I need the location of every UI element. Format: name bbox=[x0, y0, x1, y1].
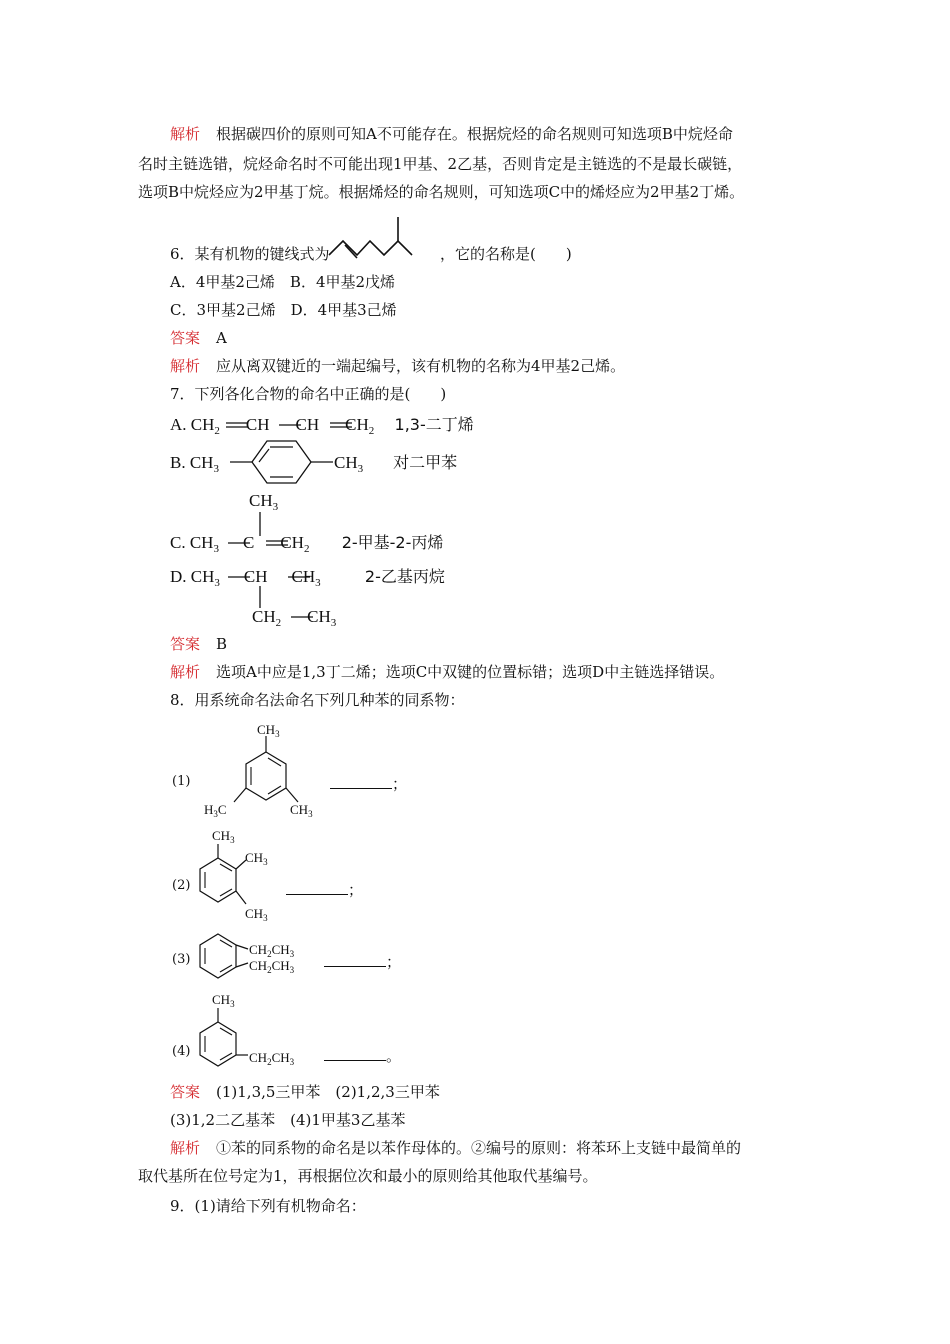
q8-4-end: 。 bbox=[386, 1047, 402, 1065]
q8-answer-line-1 bbox=[170, 1082, 440, 1102]
q7-answer-value: B bbox=[216, 635, 228, 653]
q7-option-d-formula: D. $CH_3$ CH $CH_3$ 2-乙基丙烷 bbox=[170, 567, 445, 589]
q8-analysis-label: 解析 bbox=[170, 1139, 201, 1157]
q8-3-answer-blank bbox=[324, 952, 401, 972]
q8-3-end: ； bbox=[386, 953, 402, 971]
q8-3-benzene-ring-icon bbox=[196, 930, 256, 990]
q8-4-ch3-top: $CH_3$ bbox=[212, 992, 235, 1009]
q6-stem-suffix: ，它的名称是( ) bbox=[440, 245, 572, 263]
q8-4-benzene-ring-icon bbox=[196, 1006, 256, 1076]
q7-option-d-branch-bond bbox=[291, 612, 321, 622]
q8-2-end: ； bbox=[348, 881, 364, 899]
q8-4-ethyl: $CH_2CH_3$ bbox=[249, 1050, 295, 1067]
q7-option-a-name: 1,3-二丁烯 bbox=[394, 415, 474, 434]
q5-analysis-line-2: 名时主链选错，烷烃命名时不可能出现1甲基、2乙基，否则肯定是主链选的不是最长碳链， bbox=[138, 155, 743, 173]
q5-analysis-label: 解析 bbox=[170, 125, 201, 143]
q6-analysis-label: 解析 bbox=[170, 357, 201, 375]
q7-option-c-ch3-top: $CH_3$ bbox=[249, 491, 279, 513]
q8-stem: 8．用系统命名法命名下列几种苯的同系物： bbox=[170, 691, 465, 709]
q6-skeletal-formula bbox=[329, 215, 429, 265]
benzene-ring-icon bbox=[230, 437, 350, 487]
q8-2-benzene-ring-icon bbox=[196, 842, 256, 912]
q5-analysis-line-1 bbox=[170, 124, 733, 144]
q7-stem: 7．下列各化合物的命名中正确的是( ) bbox=[170, 385, 447, 403]
q7-answer-label: 答案 bbox=[170, 635, 201, 653]
q7-option-d-branch: $CH_2$ $CH_3$ bbox=[252, 607, 337, 629]
q9-stem: 9．(1)请给下列有机物命名： bbox=[170, 1197, 366, 1215]
q8-2-label: (2) bbox=[172, 878, 191, 893]
q5-analysis-line-3: 选项B中烷烃应为2甲基丁烷。根据烯烃的命名规则，可知选项C中的烯烃应为2甲基2丁烯。 bbox=[138, 183, 745, 201]
q5-analysis-text-1: 根据碳四价的原则可知A不可能存在。根据烷烃的命名规则可知选项B中烷烃命 bbox=[216, 125, 733, 143]
q7-option-a-bonds bbox=[224, 420, 424, 430]
q8-1-answer-blank bbox=[330, 774, 407, 794]
q8-2-ch3-bot: $CH_3$ bbox=[245, 906, 268, 923]
q8-analysis-line-2: 取代基所在位号定为1，再根据位次和最小的原则给其他取代基编号。 bbox=[138, 1167, 598, 1185]
q8-1-end: ； bbox=[392, 775, 408, 793]
q8-3-label: (3) bbox=[172, 952, 191, 967]
q7-option-c-bonds bbox=[226, 538, 346, 548]
q8-analysis-text-1: ①苯的同系物的命名是以苯作母体的。②编号的原则：将苯环上支链中最简单的 bbox=[216, 1139, 742, 1157]
q6-options-cd: C．3甲基2己烯 D．4甲基3己烯 bbox=[170, 301, 397, 319]
q7-option-b-prefix: B. bbox=[170, 453, 186, 472]
q6-answer-label: 答案 bbox=[170, 329, 201, 347]
q7-analysis bbox=[170, 662, 724, 682]
q7-option-b-right: $CH_3$ 对二甲苯 bbox=[334, 453, 458, 475]
q6-analysis-text: 应从离双键近的一端起编号，该有机物的名称为4甲基2己烯。 bbox=[216, 357, 626, 375]
q8-3-ethyl-top: $CH_2CH_3$ bbox=[249, 942, 295, 959]
q8-4-answer-blank bbox=[324, 1046, 401, 1066]
q7-option-b-name: 对二甲苯 bbox=[393, 453, 458, 472]
q7-option-b-left: B. $CH_3$ bbox=[170, 453, 219, 475]
q7-option-c-prefix: C. bbox=[170, 533, 186, 552]
q7-option-d-name: 2-乙基丙烷 bbox=[364, 567, 445, 586]
q8-2-ch3-mid: $CH_3$ bbox=[245, 850, 268, 867]
q7-option-d-prefix: D. bbox=[170, 567, 187, 586]
q6-analysis bbox=[170, 356, 625, 376]
q8-answer-line-2: (3)1,2二乙基苯 (4)1甲基3乙基苯 bbox=[170, 1111, 406, 1129]
q8-analysis-line-1 bbox=[170, 1138, 741, 1158]
q7-option-a-prefix: A. bbox=[170, 415, 187, 434]
q8-1-ch3-right: $CH_3$ bbox=[290, 802, 313, 819]
q8-3-ethyl-bot: $CH_2CH_3$ bbox=[249, 958, 295, 975]
q8-1-ch3-top: $CH_3$ bbox=[257, 722, 280, 739]
q7-answer bbox=[170, 634, 227, 654]
q8-answer-label: 答案 bbox=[170, 1083, 201, 1101]
q7-analysis-label: 解析 bbox=[170, 663, 201, 681]
q6-answer bbox=[170, 328, 227, 348]
q8-4-label: (4) bbox=[172, 1044, 191, 1059]
q6-stem-prefix: 6．某有机物的键线式为 bbox=[170, 245, 330, 263]
q7-option-c-name: 2-甲基-2-丙烯 bbox=[341, 533, 444, 552]
q8-2-ch3-top: $CH_3$ bbox=[212, 828, 235, 845]
q7-option-a-formula: A. $CH_2$ CH CH $CH_2$ 1,3-二丁烯 bbox=[170, 415, 474, 437]
q6-options-ab: A．4甲基2己烯 B．4甲基2戊烯 bbox=[170, 273, 396, 291]
q6-answer-value: A bbox=[216, 329, 227, 347]
q8-answer-text-1: (1)1,3,5三甲苯 (2)1,2,3三甲苯 bbox=[216, 1083, 440, 1101]
q8-1-ch3-left: $H_3C$ bbox=[204, 802, 227, 819]
q7-analysis-text: 选项A中应是1,3丁二烯；选项C中双键的位置标错；选项D中主链选择错误。 bbox=[216, 663, 725, 681]
q8-2-answer-blank bbox=[286, 880, 363, 900]
q8-1-label: (1) bbox=[172, 774, 191, 789]
q7-option-c-formula: C. $CH_3$ C $CH_2$ 2-甲基-2-丙烯 bbox=[170, 533, 444, 555]
